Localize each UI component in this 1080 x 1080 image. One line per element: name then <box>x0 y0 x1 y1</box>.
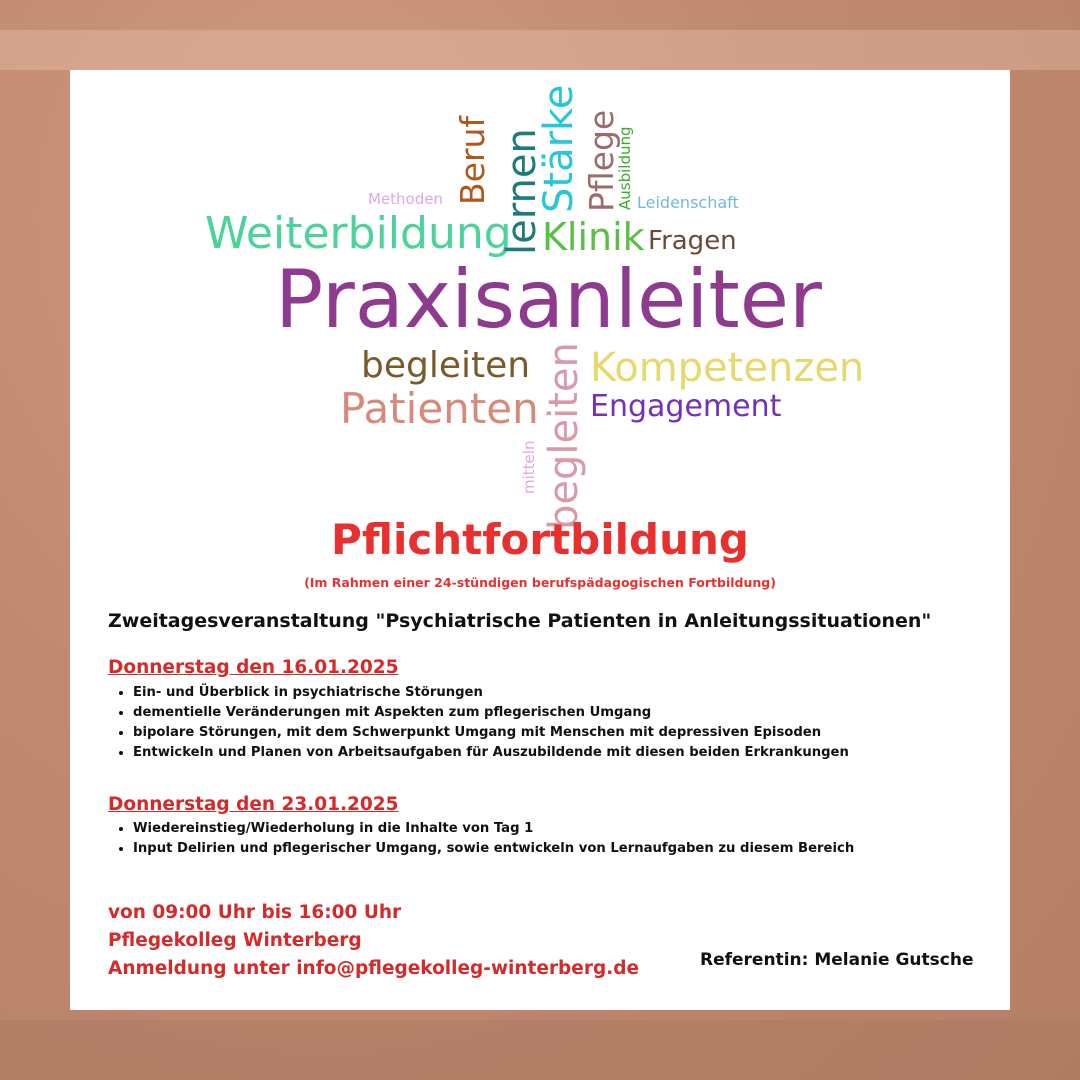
word-praxisanleiter: Praxisanleiter <box>275 253 822 346</box>
word-pflege: Pflege <box>582 109 621 212</box>
list-item: • bipolare Störungen, mit dem Schwerpunkt Umgang mit Menschen mit depressiven Episoden <box>133 723 993 743</box>
event-title: Zweitagesveranstaltung "Psychiatrische Patienten in Anleitungssituationen" <box>108 610 932 632</box>
list-item: • dementielle Veränderungen mit Aspekten zum pflegerischen Umgang <box>133 703 993 723</box>
word-lernen: lernen <box>499 128 545 255</box>
word-begleiten: begleiten <box>361 345 531 386</box>
word-weiterbildung: Weiterbildung <box>205 208 512 259</box>
list-item: • Entwickeln und Planen von Arbeitsaufgaben für Auszubildende mit diesen beiden Erkrankungen <box>133 743 993 763</box>
word-methoden: Methoden <box>368 190 443 208</box>
day-1-heading: Donnerstag den 16.01.2025 <box>108 657 399 678</box>
list-item: • Ein- und Überblick in psychiatrische Störungen <box>133 683 993 703</box>
day-1-topics <box>108 683 993 763</box>
word-staerke: Stärke <box>536 84 582 213</box>
event-time: von 09:00 Uhr bis 16:00 Uhr <box>108 902 402 923</box>
background-band-top <box>0 30 1080 70</box>
background-band-bottom <box>0 1020 1080 1080</box>
word-engagement: Engagement <box>590 389 782 424</box>
word-fragen: Fragen <box>648 226 737 256</box>
list-item: • Wiedereinstieg/Wiederholung in die Inhalte von Tag 1 <box>133 819 993 839</box>
word-ausbildung: Ausbildung <box>616 126 634 210</box>
word-cloud <box>70 70 1010 530</box>
word-mitteln: mitteln <box>520 440 538 494</box>
page-subtitle: (Im Rahmen einer 24-stündigen berufspädagogischen Fortbildung) <box>304 575 776 590</box>
day-2-topics <box>108 819 993 859</box>
word-klinik: Klinik <box>542 215 645 259</box>
event-location: Pflegekolleg Winterberg <box>108 930 362 951</box>
speaker-name: Referentin: Melanie Gutsche <box>700 950 974 970</box>
word-kompetenzen: Kompetenzen <box>590 345 865 391</box>
day-2-heading: Donnerstag den 23.01.2025 <box>108 794 399 815</box>
word-leidenschaft: Leidenschaft <box>637 193 739 212</box>
page-title: Pflichtfortbildung <box>331 515 749 564</box>
registration-info: Anmeldung unter info@pflegekolleg-winterberg.de <box>108 958 640 979</box>
flyer-card <box>70 70 1010 1010</box>
word-begleiten-vertical: begleiten <box>541 342 587 530</box>
word-patienten: Patienten <box>340 384 539 433</box>
word-beruf: Beruf <box>453 115 492 205</box>
list-item: • Input Delirien und pflegerischer Umgang, sowie entwickeln von Lernaufgaben zu diesem Bereich <box>133 839 993 859</box>
